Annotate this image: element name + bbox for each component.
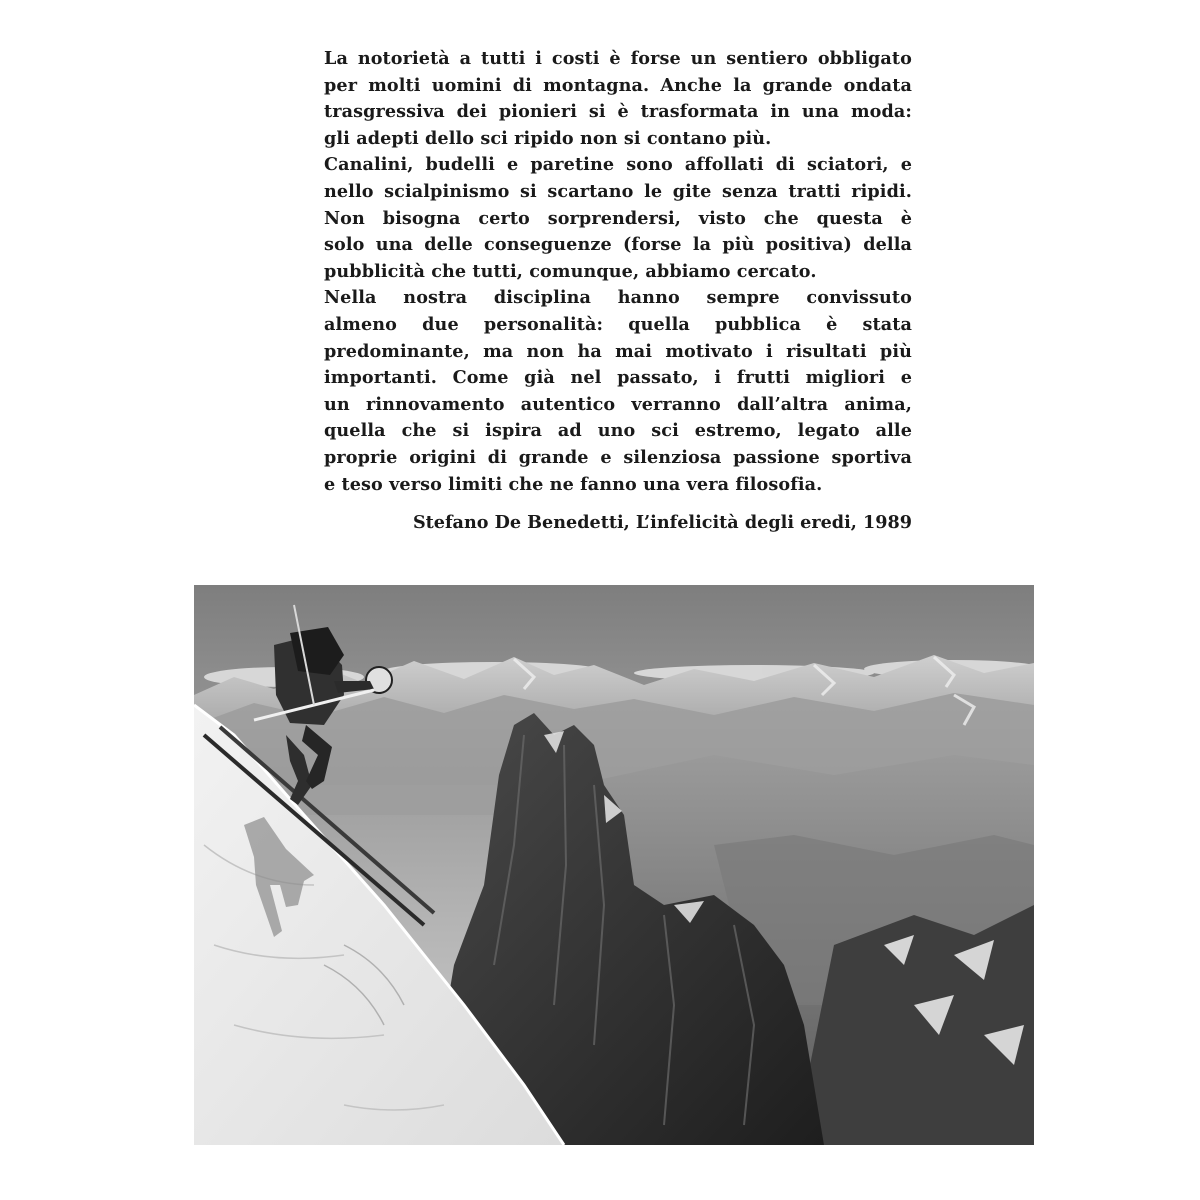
quote-text	[324, 46, 912, 498]
text-line: nello scialpinismo si scartano le gite senza tratti ripidi.	[324, 180, 912, 202]
text-line: Nella nostra disciplina hanno sempre convissuto	[324, 287, 912, 309]
text-line: per molti uomini di montagna. Anche la grande ondata	[324, 74, 912, 96]
paragraph-2	[324, 152, 912, 285]
text-line: solo una delle conseguenze (forse la più positiva) della	[324, 234, 912, 256]
text-line: un rinnovamento autentico verranno dall’altra anima,	[324, 393, 912, 415]
text-line: almeno due personalità: quella pubblica è stata	[324, 313, 912, 335]
mountain-photo	[194, 585, 1034, 1145]
quote-attribution: Stefano De Benedetti, L’infelicità degli eredi, 1989	[412, 512, 912, 533]
photo-scene	[194, 585, 1034, 1145]
text-line: importanti. Come già nel passato, i frutti migliori e	[324, 367, 912, 389]
text-line: quella che si ispira ad uno sci estremo, legato alle	[324, 420, 912, 442]
text-line: trasgressiva dei pionieri si è trasformata in una moda:	[324, 101, 912, 123]
text-line: proprie origini di grande e silenziosa passione sportiva	[324, 446, 912, 468]
text-line: Non bisogna certo sorprendersi, visto che questa è	[324, 207, 912, 229]
text-line: La notorietà a tutti i costi è forse un sentiero obbligato	[324, 48, 912, 69]
text-line: pubblicità che tutti, comunque, abbiamo cercato.	[324, 260, 817, 282]
paragraph-3	[324, 285, 912, 498]
paragraph-1	[324, 46, 912, 152]
text-line: predominante, ma non ha mai motivato i risultati più	[324, 340, 912, 362]
text-line: e teso verso limiti che ne fanno una vera filosofia.	[324, 473, 823, 495]
text-line: Canalini, budelli e paretine sono affollati di sciatori, e	[324, 154, 912, 176]
text-line: gli adepti dello sci ripido non si contano più.	[324, 127, 772, 149]
